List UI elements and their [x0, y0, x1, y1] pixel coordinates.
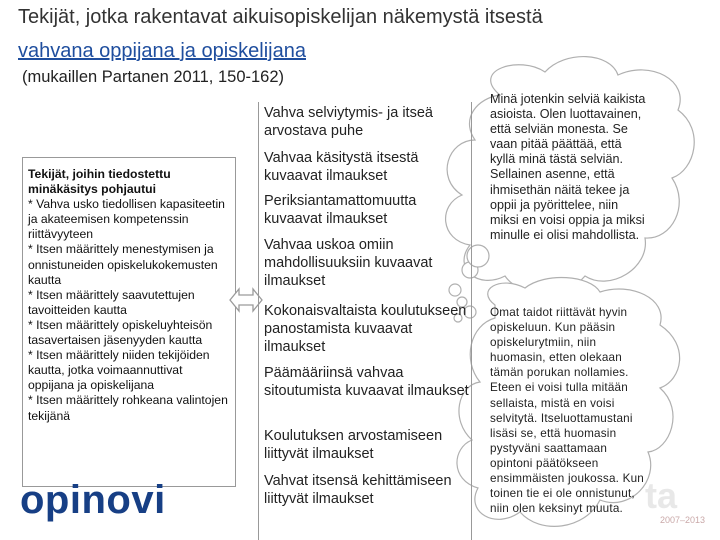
watermark-years: 2007–2013 — [660, 515, 706, 525]
factor-item: * Itsen määrittely menestymisen ja onnistuneiden opiskelukokemusten kautta — [28, 242, 218, 287]
opinovi-logo: opinovi — [20, 478, 166, 522]
speech-type-item: Vahvat itsensä kehittämiseen liittyvät ilmaukset — [264, 473, 452, 507]
factors-box — [22, 157, 236, 487]
factor-item: * Itsen määrittely niiden tekijöiden kautta, jotka voimaannuttivat oppijana ja opiskelijana — [28, 348, 210, 393]
factor-item: * Itsen määrittely rohkeana valintojen tekijänä — [28, 393, 228, 423]
page-subtitle: (mukaillen Partanen 2011, 150-162) — [22, 68, 285, 86]
speech-type-item: Kokonaisvaltaista koulutukseen panostamista kuvaavat ilmaukset — [264, 303, 467, 355]
factor-item: * Itsen määrittely opiskeluyhteisön tasavertaisen jäsenyyden kautta — [28, 317, 213, 348]
factor-item: * Itsen määrittely saavutettujen tavoitteiden kautta — [28, 287, 195, 317]
speech-type-item: Periksiantamattomuutta kuvaavat ilmaukset — [264, 193, 417, 227]
speech-types-column — [258, 102, 472, 540]
watermark: ta — [645, 475, 678, 516]
speech-type-item: Vahvaa uskoa omiin mahdollisuuksiin kuvaavat ilmaukset — [264, 237, 433, 289]
page-title-line1: Tekijät, jotka rakentavat aikuisopiskelijan näkemystä itsestä — [18, 6, 543, 28]
speech-type-item: Päämääriinsä vahvaa sitoutumista kuvaavat ilmaukset — [264, 365, 469, 399]
speech-type-item: Vahvaa käsitystä itsestä kuvaavat ilmaukset — [264, 150, 419, 184]
factor-item: * Vahva usko tiedollisen kapasiteetin ja akateemisen kompetenssin riittävyyteen — [28, 197, 225, 242]
quote-lower: Omat taidot riittävät hyvin opiskeluun. Kun pääsin opiskelurytmiin, niin huomasin, etten olekaan tämän porukan nollamies. Eteen ei voisi tulla mitään sellaista, mistä en voisi selvitytä. Itseluottamustani lisäsi se, että huomasin pystyväni saattamaan opintoni päätökseen ensimmäisten joukossa. Kun toinen tie ei ole onnistunut, niin olen keksinyt muuta. — [490, 306, 644, 516]
quote-upper: Minä jotenkin selviä kaikista asioista. Olen luottavainen, että selviän monesta. Se vaan pitää päättää, että kyllä minä tästä selviän. Sellainen asenne, että ihmisethän näitä tekee ja oppii ja pyörittelee, niin miksi en voisi oppia ja miksi minulle ei olisi mahdollista. — [490, 92, 646, 242]
speech-type-item: Koulutuksen arvostamiseen liittyvät ilmaukset — [264, 428, 443, 462]
page-title-link[interactable]: vahvana oppijana ja opiskelijana — [18, 40, 306, 62]
factors-heading: Tekijät, joihin tiedostettu minäkäsitys pohjautui — [28, 167, 171, 197]
speech-column-heading: Vahva selviytymis- ja itseä arvostava puhe — [264, 105, 433, 139]
